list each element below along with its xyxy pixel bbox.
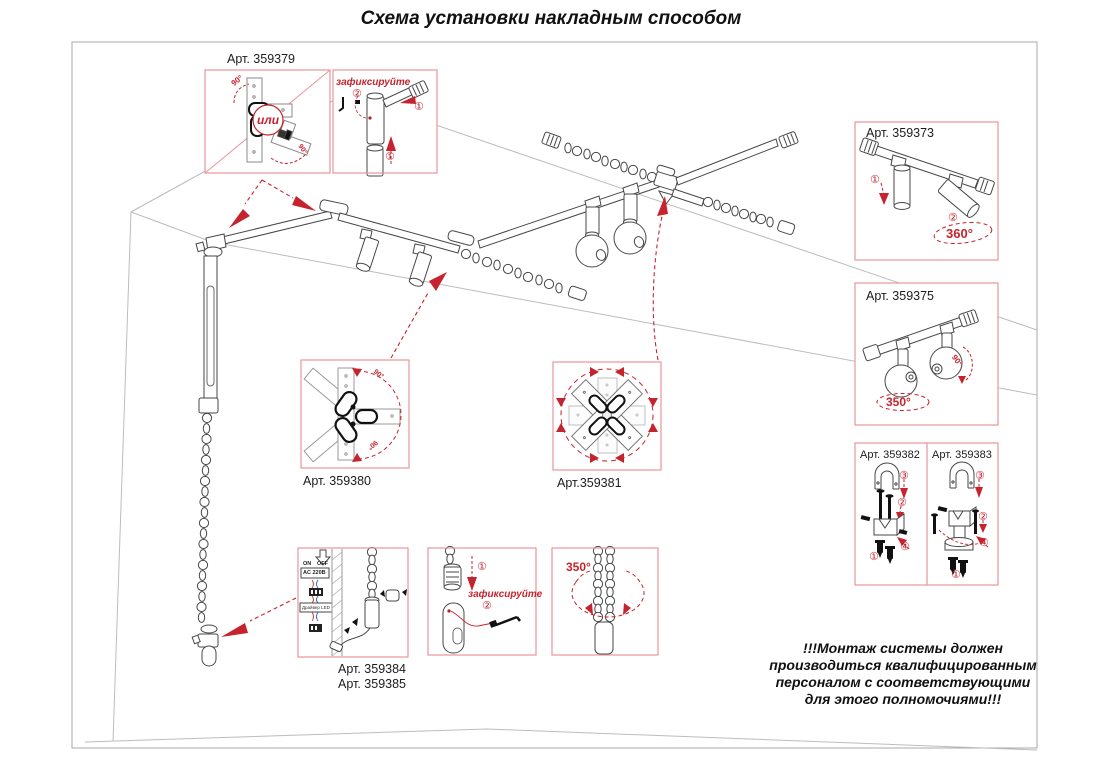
- warning-line: для этого полномочиями!!!: [804, 691, 1002, 707]
- angle-90-label-379a: 90°: [229, 73, 245, 88]
- warning-line: производиться квалифицированным: [769, 657, 1037, 673]
- angle-90-label-380b: 90°: [365, 438, 379, 451]
- label-art-359383: Арт. 359383: [932, 449, 992, 461]
- or-label: или: [256, 113, 280, 127]
- step-1-383: ①: [951, 568, 961, 581]
- angle-350-label-box: 350°: [566, 560, 591, 574]
- ac-220v-label: AC 220В: [303, 570, 326, 576]
- page-title: Схема установки накладным способом: [360, 8, 742, 29]
- step-2-373: ②: [948, 211, 958, 224]
- label-art-359375: Арт. 359375: [866, 289, 935, 303]
- angle-90-label-380a: 90°: [371, 368, 385, 381]
- step-4-383: ④: [979, 536, 989, 549]
- step-1-373: ①: [870, 173, 880, 186]
- label-art-359373: Арт. 359373: [866, 126, 935, 140]
- step-1-fixbottom: ①: [477, 560, 487, 573]
- warning-line: !!!Монтаж системы должен: [803, 640, 1003, 656]
- label-art-359380: Арт. 359380: [303, 474, 372, 488]
- step-2-383: ②: [978, 510, 988, 523]
- on-label: ON: [303, 561, 312, 567]
- step-2-fixbottom: ②: [482, 599, 492, 612]
- driver-label: Драйвер LED: [302, 605, 330, 610]
- step-2-fixtop: ②: [352, 87, 362, 100]
- label-art-359381: Арт.359381: [557, 476, 622, 490]
- label-art-359384: Арт. 359384: [338, 662, 407, 676]
- angle-360-label: 360°: [946, 226, 973, 241]
- angle-350-label-375: 350°: [886, 395, 911, 409]
- angle-90-label-379b: 90°: [296, 143, 309, 156]
- label-art-359385: Арт. 359385: [338, 677, 407, 691]
- step-4-382: ④: [900, 540, 910, 553]
- step-1-fixtop-pole: ①: [385, 150, 395, 163]
- step-3-383: ③: [975, 469, 985, 482]
- label-art-359379: Арт. 359379: [227, 52, 296, 66]
- warning-note: [738, 640, 1068, 708]
- angle-90-label-375: 90°: [949, 352, 965, 369]
- step-1-382: ①: [869, 550, 879, 563]
- fix-label-top: зафиксируйте: [336, 77, 411, 88]
- step-3-382: ③: [899, 469, 909, 482]
- warning-line: персоналом с соответствующими: [775, 674, 1031, 690]
- step-2-382: ②: [897, 496, 907, 509]
- off-label: OFF: [317, 561, 328, 567]
- step-1-fixtop-tube: ①: [414, 100, 424, 113]
- label-art-359382: Арт. 359382: [860, 449, 920, 461]
- fix-label-bottom: зафиксируйте: [468, 589, 543, 600]
